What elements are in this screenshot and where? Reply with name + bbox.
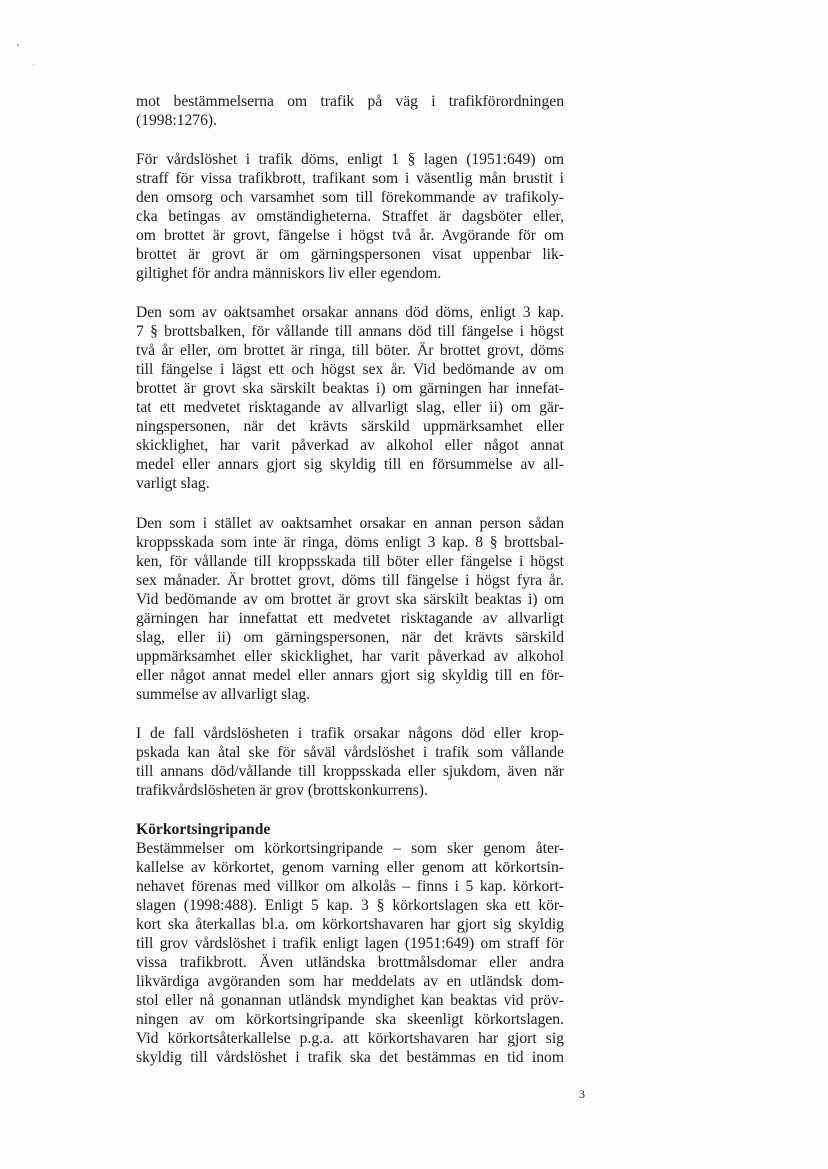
text-line: stol eller nå gonannan utländsk myndighet kan beaktas vid pröv-	[136, 992, 564, 1009]
text-line: medel eller annars gjort sig skyldig till en försummelse av all-	[136, 456, 564, 473]
paragraph-2	[136, 150, 564, 283]
text-line: eller något annat medel eller annars gjort sig skyldig till en för-	[136, 667, 564, 684]
text-line: slagen (1998:488). Enligt 5 kap. 3 § körkortslagen ska ett kör-	[136, 897, 564, 914]
text-line: ningspersonen, när det krävts särskild uppmärksamhet eller	[136, 418, 564, 435]
text-line: straff för vissa trafikbrott, trafikant som i väsentlig mån brustit i	[136, 170, 564, 187]
text-line: brottet är grovt ska särskilt beaktas i) om gärningen har innefat-	[136, 380, 564, 397]
text-line: om brottet är grovt, fängelse i högst två år. Avgörande för om	[136, 227, 564, 244]
text-line: skyldig till vårdslöshet i trafik ska det bestämmas en tid inom	[136, 1049, 564, 1066]
text-line: brottet är grovt är om gärningspersonen visat uppenbar lik-	[136, 246, 564, 263]
text-line: gärningen har innefattat ett medvetet risktagande av allvarligt	[136, 610, 564, 627]
scan-speck	[17, 44, 19, 46]
text-line: kort ska återkallas bl.a. om körkortshavaren har gjort sig skyldig	[136, 916, 564, 933]
text-line: ningen av om körkortsingripande ska skeenligt körkortslagen.	[136, 1011, 564, 1028]
text-line: I de fall vårdslösheten i trafik orsakar någons död eller krop-	[136, 725, 564, 742]
text-line: giltighet för andra människors liv eller egendom.	[136, 265, 442, 282]
text-line: Vid körkortsåterkallelse p.g.a. att körkortshavaren har gjort sig	[136, 1030, 564, 1047]
text-line: summelse av allvarligt slag.	[136, 686, 311, 703]
text-line: tat ett medvetet risktagande av allvarligt slag, eller ii) om gär-	[136, 399, 564, 416]
scan-speck	[33, 64, 34, 65]
text-line: cka betingas av omständigheterna. Straffet är dagsböter eller,	[136, 208, 564, 225]
text-line: nehavet förenas med villkor om alkolås – finns i 5 kap. körkort-	[136, 878, 564, 895]
text-line: slag, eller ii) om gärningspersonen, när det krävts särskild	[136, 629, 564, 646]
text-line: sex månader. Är brottet grovt, döms till fängelse i högst fyra år.	[136, 572, 564, 589]
text-line: mot bestämmelserna om trafik på väg i trafikförordningen	[136, 93, 564, 110]
text-line: pskada kan åtal ske för såväl vårdslöshet i trafik som vållande	[136, 744, 564, 761]
text-line: till annans död/vållande till kroppsskada eller sjukdom, även när	[136, 763, 564, 780]
text-line: Den som av oaktsamhet orsakar annans död döms, enligt 3 kap.	[136, 304, 564, 321]
section-heading: Körkortsingripande	[136, 821, 271, 838]
text-line: Bestämmelser om körkortsingripande – som sker genom åter-	[136, 840, 564, 857]
text-line: ken, för vållande till kroppsskada till böter eller fängelse i högst	[136, 553, 564, 570]
text-line: två år eller, om brottet är ringa, till böter. Är brottet grovt, döms	[136, 342, 564, 359]
text-line: trafikvårdslösheten är grov (brottskonkurrens).	[136, 782, 428, 799]
section-korkortsingripande	[136, 820, 564, 1067]
text-line: För vårdslöshet i trafik döms, enligt 1 § lagen (1951:649) om	[136, 151, 564, 168]
text-line: den omsorg och varsamhet som till förekommande av trafikoly-	[136, 189, 564, 206]
text-line: till grov vårdslöshet i trafik enligt lagen (1951:649) om straff för	[136, 935, 564, 952]
text-line: likvärdiga avgöranden som har meddelats av en utländsk dom-	[136, 973, 564, 990]
paragraph-1	[136, 92, 564, 130]
text-line: 7 § brottsbalken, för vållande till annans död till fängelse i högst	[136, 323, 564, 340]
text-line: Vid bedömande av om brottet är grovt ska särskilt beaktas i) om	[136, 591, 564, 608]
text-line: kroppsskada som inte är ringa, döms enligt 3 kap. 8 § brottsbal-	[136, 534, 564, 551]
text-line: Den som i stället av oaktsamhet orsakar en annan person sådan	[136, 515, 564, 532]
text-line: uppmärksamhet eller skicklighet, har varit påverkad av alkohol	[136, 648, 564, 665]
text-line: kallelse av körkortet, genom varning eller genom att körkortsin-	[136, 859, 564, 876]
text-line: skicklighet, har varit påverkad av alkohol eller något annat	[136, 437, 564, 454]
paragraph-4	[136, 514, 564, 704]
paragraph-3	[136, 303, 564, 493]
text-line: vissa trafikbrott. Även utländska brottmålsdomar eller andra	[136, 954, 564, 971]
paragraph-5	[136, 724, 564, 800]
text-line: varligt slag.	[136, 475, 210, 492]
page-number: 3	[579, 1087, 585, 1101]
text-line: till fängelse i lägst ett och högst sex år. Vid bedömande av om	[136, 361, 564, 378]
text-line: (1998:1276).	[136, 112, 217, 129]
